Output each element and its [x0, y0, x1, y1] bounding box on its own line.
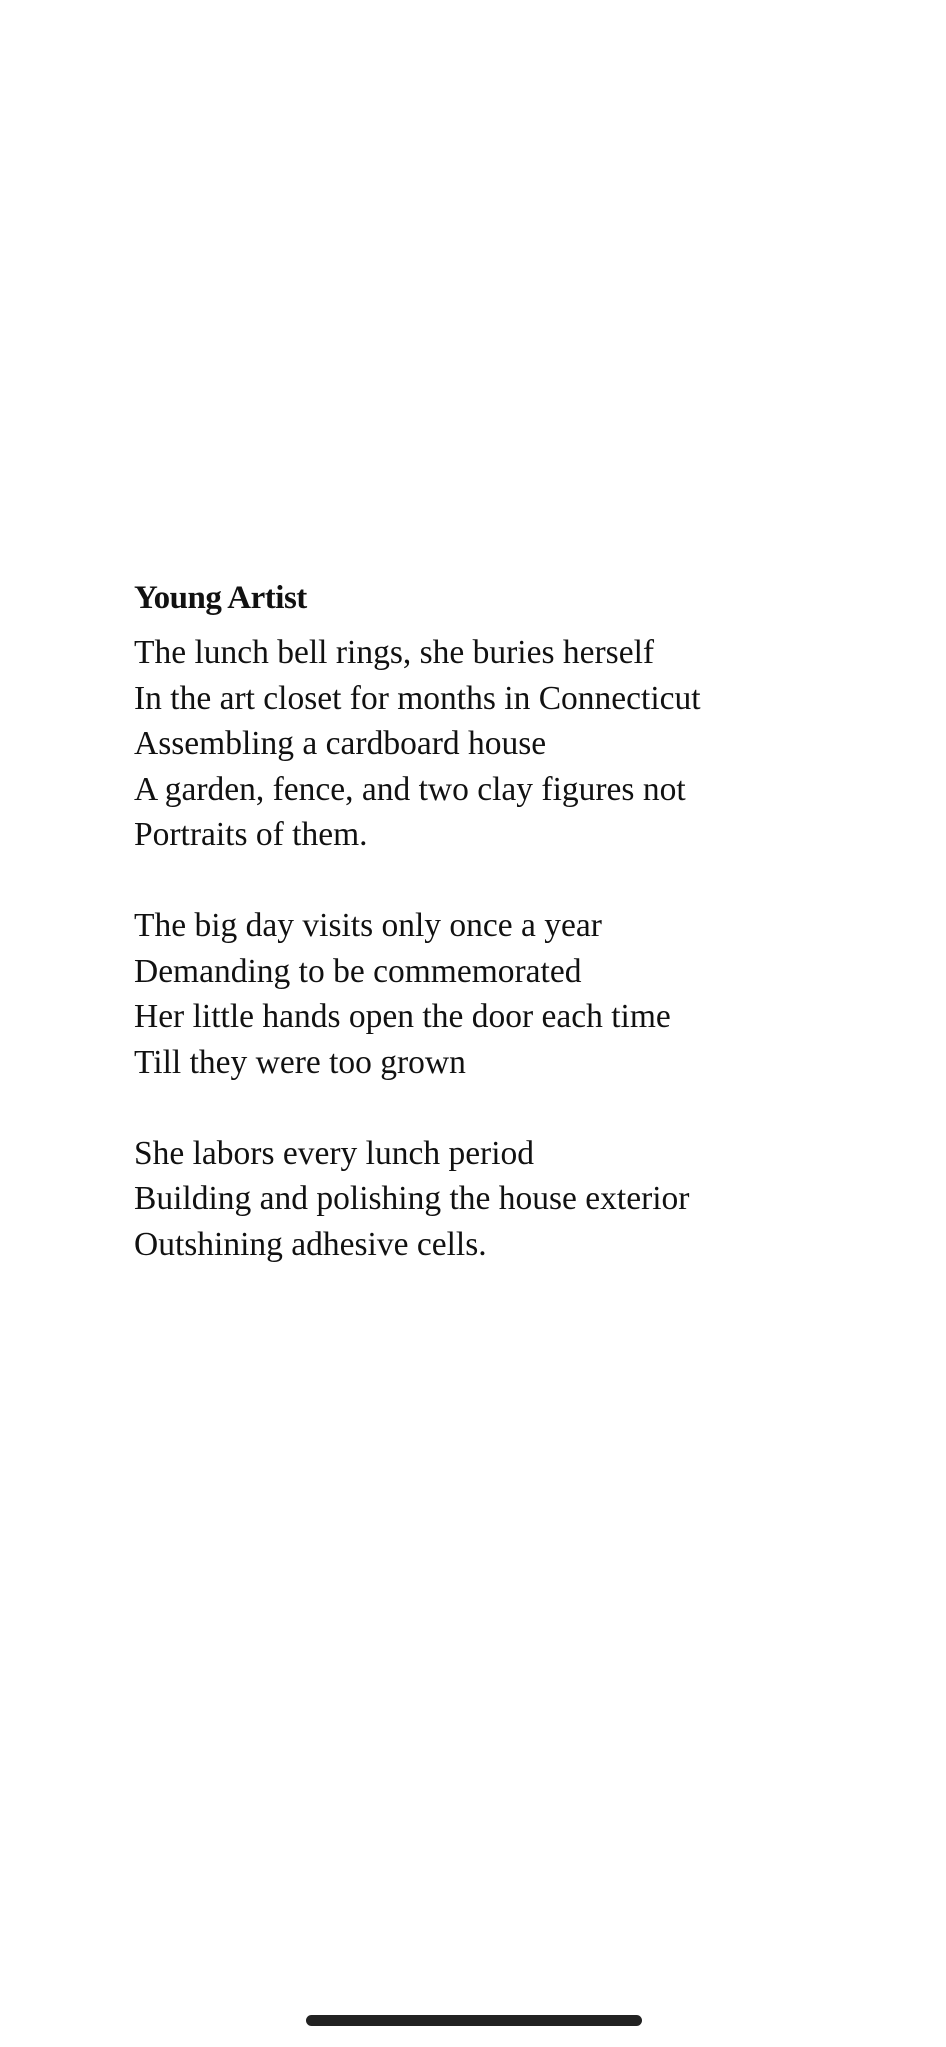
poem-line: She labors every lunch period [134, 1134, 535, 1172]
poem-line: The lunch bell rings, she buries herself [134, 634, 655, 671]
poem-title: Young Artist [134, 580, 307, 616]
poem [134, 572, 894, 1267]
poem-line: Demanding to be commemorated [134, 952, 582, 990]
stanza-3 [134, 1131, 894, 1268]
poem-line: Her little hands open the door each time [134, 998, 671, 1035]
poem-line: A garden, fence, and two clay figures not [134, 770, 686, 808]
stanza-2 [134, 903, 894, 1085]
poem-line: Portraits of them. [134, 816, 368, 853]
poem-line: Outshining adhesive cells. [134, 1225, 487, 1263]
poem-line: Till they were too grown [134, 1043, 466, 1081]
stanza-1 [134, 630, 894, 858]
poem-line: Assembling a cardboard house [134, 725, 547, 762]
poem-line: In the art closet for months in Connecticut [134, 679, 701, 717]
home-indicator[interactable] [306, 2015, 642, 2026]
poem-line: The big day visits only once a year [134, 907, 602, 944]
poem-line: Building and polishing the house exterior [134, 1180, 690, 1217]
